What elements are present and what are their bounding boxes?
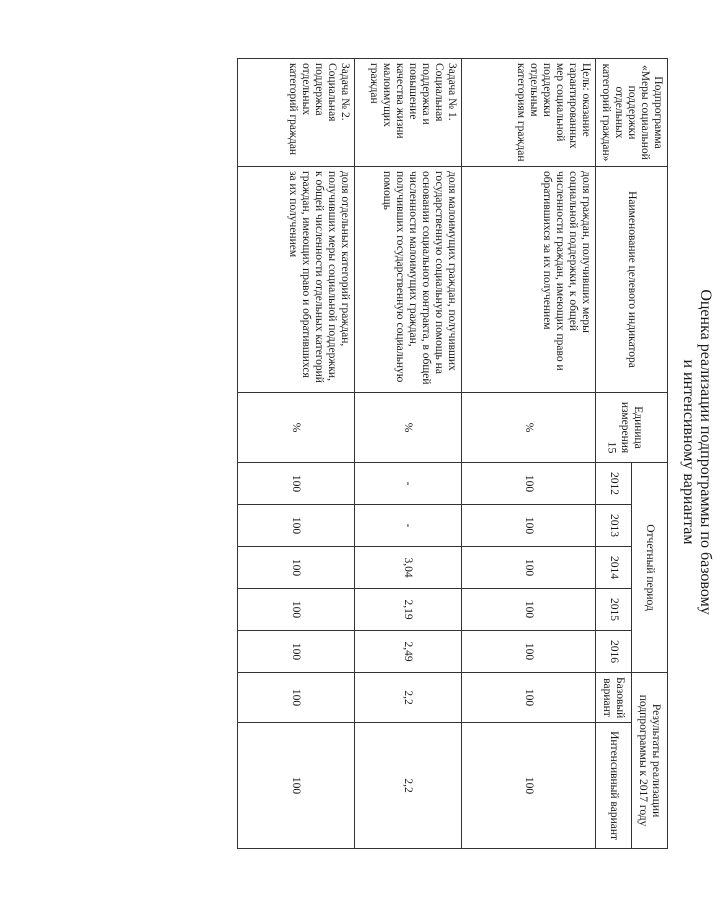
- header-year: 2015: [596, 589, 632, 631]
- row-intensive: 2,2: [355, 723, 462, 849]
- row-base: 100: [462, 673, 596, 723]
- header-intensive: Интенсивный вариант: [596, 723, 632, 849]
- row-value: -: [355, 505, 462, 547]
- header-results: Результаты реализации подпрограммы к 2017 году: [632, 673, 668, 849]
- row-name: Задача № 1. Социальная поддержка и повышение качества жизни малоимущих граждан: [355, 59, 462, 167]
- row-intensive: 100: [462, 723, 596, 849]
- header-indicator: Наименование целевого индикатора: [596, 167, 668, 393]
- row-indicator: доля малоимущих граждан, получивших государственную социальную помощь на основании социального контракта, в общей численности малоимущих граждан, получивших государственную социальную помощь: [355, 167, 462, 393]
- row-indicator: доля граждан, получивших меры социальной поддержки, к общей численности граждан, имеющих право и обратившихся за их получением: [462, 167, 596, 393]
- row-name: Задача № 2. Социальная поддержка отдельных категорий граждан: [238, 59, 355, 167]
- row-value: 2,19: [355, 589, 462, 631]
- row-value: 100: [238, 463, 355, 505]
- row-value: 2,49: [355, 631, 462, 673]
- row-unit: %: [462, 393, 596, 463]
- header-year: 2014: [596, 547, 632, 589]
- row-value: 3,04: [355, 547, 462, 589]
- row-unit: %: [355, 393, 462, 463]
- row-value: 100: [462, 589, 596, 631]
- row-intensive: 100: [238, 723, 355, 849]
- row-value: 100: [462, 505, 596, 547]
- document-sheet: [200, 52, 720, 852]
- document-title: [668, 52, 720, 852]
- row-value: 100: [238, 505, 355, 547]
- page-number: 15: [605, 441, 620, 454]
- header-subprogram: Подпрограмма «Меры социальной поддержки отдельных категорий граждан»: [596, 59, 668, 167]
- row-value: 100: [462, 463, 596, 505]
- table-row: [238, 59, 355, 849]
- row-value: 100: [238, 631, 355, 673]
- row-value: 100: [238, 547, 355, 589]
- assessment-table: [237, 58, 668, 849]
- header-base: Базовый вариант: [596, 673, 632, 723]
- row-unit: %: [238, 393, 355, 463]
- row-value: 100: [462, 631, 596, 673]
- title-line-2: и интенсивному вариантам: [680, 359, 697, 545]
- row-name: Цель: оказание гарантированных мер социальной поддержки отдельным категориям граждан: [462, 59, 596, 167]
- header-period: Отчетный период: [632, 463, 668, 673]
- header-unit: Единица измерения: [596, 393, 668, 463]
- header-year: 2013: [596, 505, 632, 547]
- row-indicator: доля отдельных категорий граждан, получивших меры социальной поддержки, к общей численности отдельных категорий граждан, имеющих право и обратившихся за их получением: [238, 167, 355, 393]
- table-row: [355, 59, 462, 849]
- table-row: [462, 59, 596, 849]
- row-base: 100: [238, 673, 355, 723]
- header-row-1: [632, 59, 668, 849]
- header-year: 2016: [596, 631, 632, 673]
- row-value: 100: [238, 589, 355, 631]
- row-base: 2,2: [355, 673, 462, 723]
- title-line-1: Оценка реализации подпрограммы по базовому: [697, 289, 714, 615]
- header-year: 2012: [596, 463, 632, 505]
- row-value: 100: [462, 547, 596, 589]
- row-value: -: [355, 463, 462, 505]
